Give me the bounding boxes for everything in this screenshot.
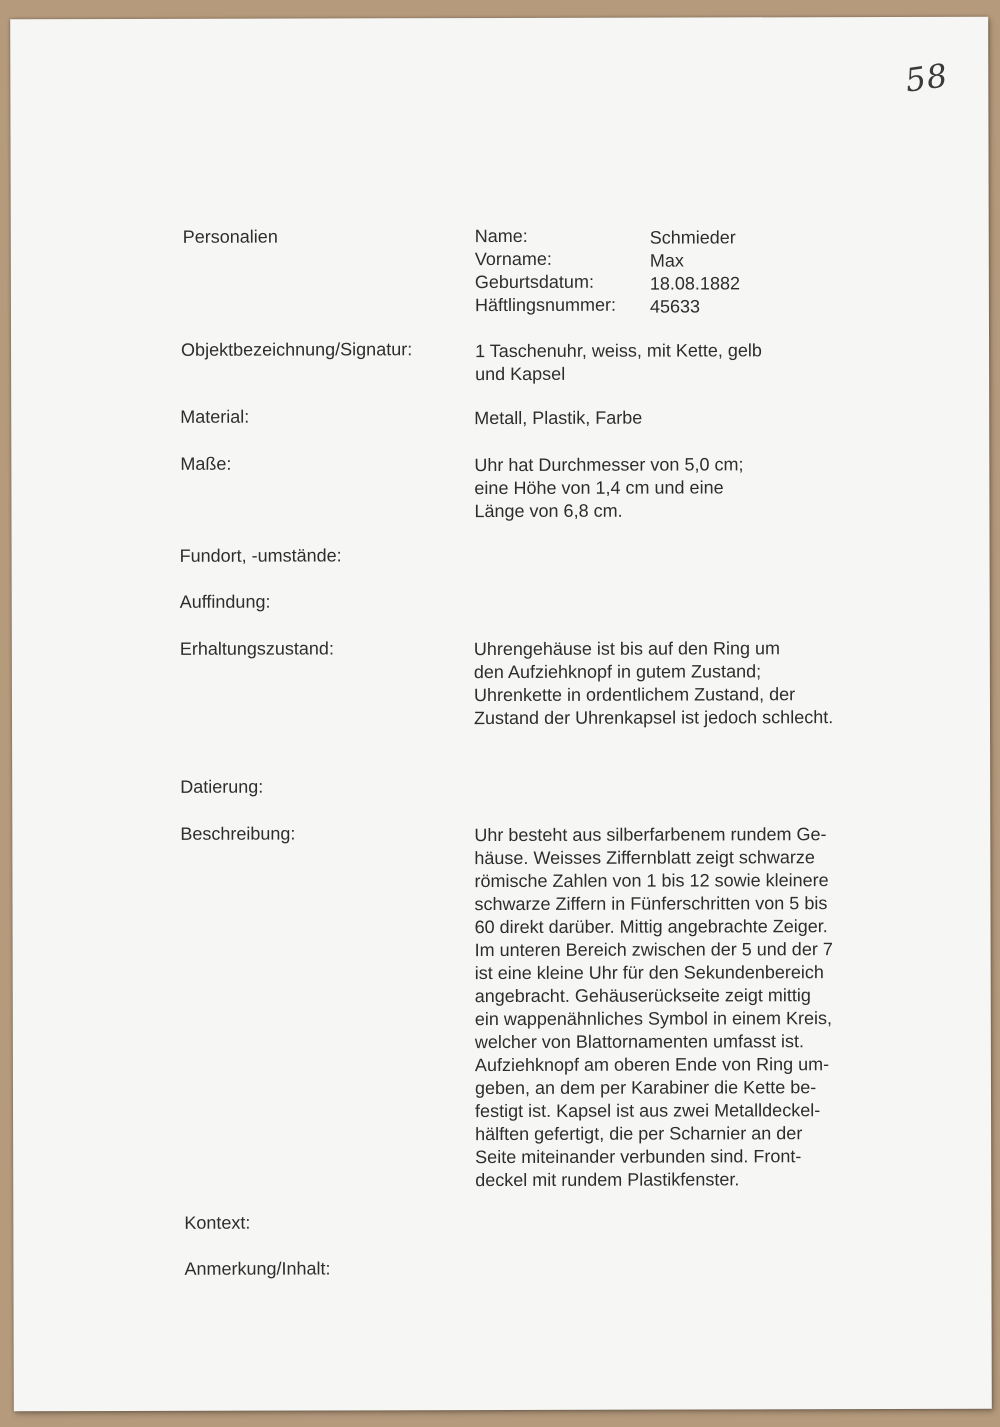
handwritten-page-number: 58	[902, 56, 951, 100]
personalien-label: Personalien	[182, 226, 278, 247]
person-row-name	[475, 224, 740, 248]
geburtsdatum-key: Geburtsdatum:	[474, 271, 594, 293]
haeftlingsnummer-key: Häftlingsnummer:	[474, 294, 617, 316]
erhaltung-value: Uhrengehäuse ist bis auf den Ring um den Aufziehknopf in gutem Zustand; Uhrenkette in ordentlichem Zustand, der Zustand der Uhrenkapsel ist jedoch schlecht.	[473, 638, 834, 729]
person-row-geburtsdatum	[475, 270, 740, 294]
masse-value: Uhr hat Durchmesser von 5,0 cm; eine Höhe von 1,4 cm und eine Länge von 6,8 cm.	[474, 454, 744, 522]
haeftlingsnummer-value: 45633	[649, 296, 701, 317]
objekt-label: Objektbezeichnung/Signatur:	[181, 339, 413, 360]
fundort-label: Fundort, -umstände:	[179, 545, 342, 566]
vorname-key: Vorname:	[474, 248, 552, 270]
datierung-label: Datierung:	[180, 776, 264, 797]
personalien-table	[475, 224, 740, 317]
name-key: Name:	[474, 225, 528, 247]
material-value: Metall, Plastik, Farbe	[474, 407, 643, 429]
anmerkung-label: Anmerkung/Inhalt:	[184, 1258, 331, 1279]
document-page	[10, 17, 992, 1412]
masse-label: Maße:	[180, 453, 232, 474]
person-row-vorname	[475, 247, 740, 271]
material-label: Material:	[180, 406, 250, 427]
person-row-haeftlingsnummer	[475, 293, 740, 317]
vorname-value: Max	[649, 250, 684, 271]
objekt-value: 1 Taschenuhr, weiss, mit Kette, gelb und Kapsel	[475, 340, 762, 385]
kontext-label: Kontext:	[184, 1212, 251, 1233]
erhaltung-label: Erhaltungszustand:	[179, 638, 334, 659]
geburtsdatum-value: 18.08.1882	[649, 273, 740, 294]
name-value: Schmieder	[649, 227, 736, 248]
auffindung-label: Auffindung:	[179, 591, 271, 612]
beschreibung-label: Beschreibung:	[180, 823, 296, 844]
beschreibung-value: Uhr besteht aus silberfarbenem rundem Ge- häuse. Weisses Ziffernblatt zeigt schwarze römische Zahlen von 1 bis 12 sowie kleinere schwarze Ziffern in Fünferschritten von 5 bis 60 direkt darüber. Mittig angebrachte Zeiger. Im unteren Bereich zwischen der 5 und der 7 ist eine kleine Uhr für den Sekundenbereich angebracht. Gehäuserückseite zeigt mittig ein wappenähnliches Symbol in einem Kreis, welcher von Blattornamenten umfasst ist. Aufziehknopf am oberen Ende von Ring um- geben, an dem per Karabiner die Kette be- festigt ist. Kapsel ist aus zwei Metalldeckel- hälften gefertigt, die per Scharnier an der Seite miteinander verbunden sind. Front- deckel mit rundem Plastikfenster.	[474, 824, 833, 1191]
